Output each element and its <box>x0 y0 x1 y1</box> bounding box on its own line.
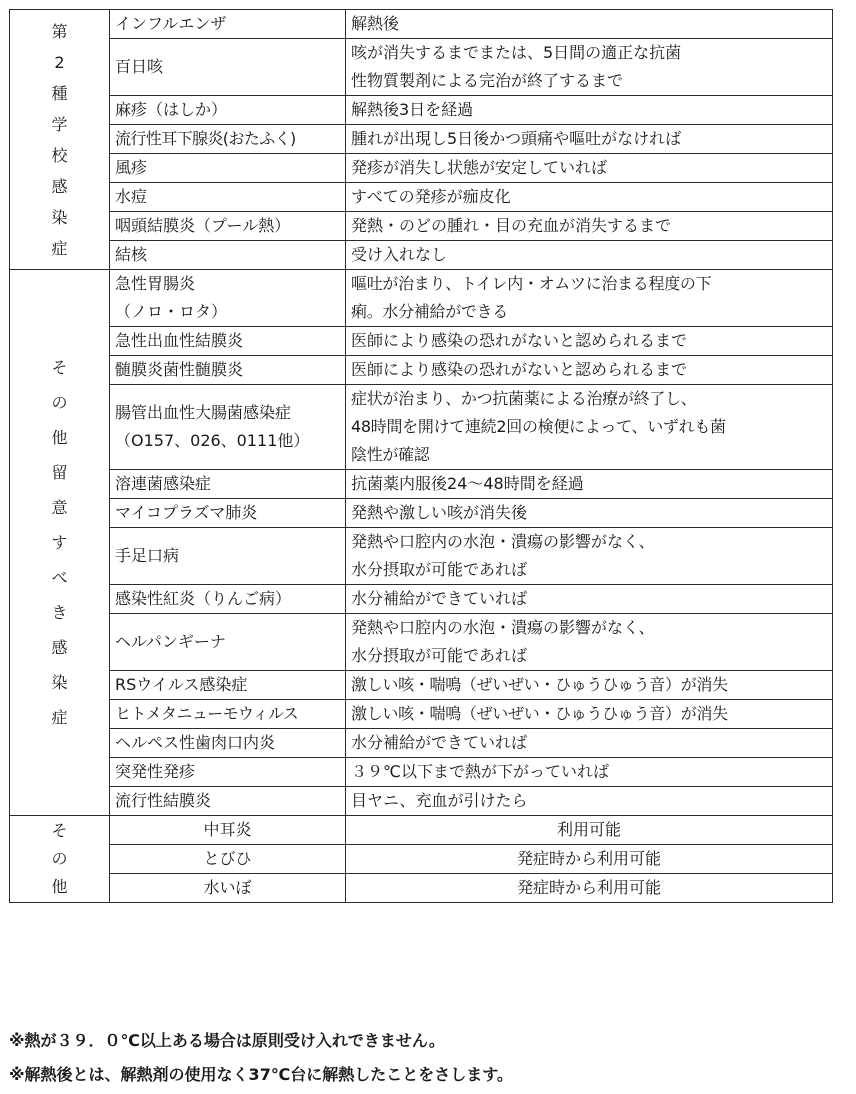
return-condition-line: 48時間を開けて連続2回の検便によって、いずれも菌 <box>351 417 726 436</box>
disease-name-line: 中耳炎 <box>203 820 252 839</box>
disease-name-line: 水いぼ <box>203 878 252 897</box>
return-condition-line: 医師により感染の恐れがないと認められるまで <box>351 331 688 350</box>
category-label-char: 感 <box>51 176 68 196</box>
return-condition-line: 発疹が消失し状態が安定していれば <box>351 158 608 177</box>
return-condition-line: 陰性が確認 <box>351 445 430 464</box>
category-label-char: の <box>51 849 68 868</box>
disease-name-line: 急性出血性結膜炎 <box>115 331 244 350</box>
return-condition-line: 抗菌薬内服後24～48時間を経過 <box>351 474 584 493</box>
return-condition <box>346 729 833 758</box>
disease-name-line: インフルエンザ <box>115 14 227 33</box>
return-condition-line: 痢。水分補給ができる <box>351 302 509 321</box>
category-label-char: 校 <box>51 145 68 165</box>
disease-name <box>110 585 346 614</box>
table-row <box>10 729 833 758</box>
return-condition <box>346 327 833 356</box>
return-condition <box>346 96 833 125</box>
return-condition-line: 性物質製剤による完治が終了するまで <box>351 71 624 90</box>
return-condition-line: 症状が治まり、かつ抗菌薬による治療が終了し、 <box>351 389 697 408</box>
return-condition-line: 水分補給ができていれば <box>351 733 528 752</box>
disease-name <box>110 671 346 700</box>
return-condition-line: 目ヤニ、充血が引けたら <box>351 791 528 810</box>
return-condition <box>346 758 833 787</box>
category-label-char: 症 <box>51 238 68 258</box>
table-row <box>10 10 833 39</box>
disease-name-line: 風疹 <box>115 158 148 177</box>
disease-name-line: ヒトメタニューモウィルス <box>115 704 299 723</box>
return-condition-line: 激しい咳・喘鳴（ぜいぜい・ひゅうひゅう音）が消失 <box>351 675 728 694</box>
category-label-char: 染 <box>51 207 68 227</box>
return-condition <box>346 241 833 270</box>
return-condition-line: 水分摂取が可能であれば <box>351 646 528 665</box>
return-condition <box>346 356 833 385</box>
disease-name <box>110 845 346 874</box>
table-row <box>10 183 833 212</box>
category-label-char: き <box>51 603 68 622</box>
footnote-definition: ※解熱後とは、解熱剤の使用なく37℃台に解熱したことをさします。 <box>9 1065 513 1084</box>
disease-name-line: 結核 <box>115 245 148 264</box>
disease-name-line: 急性胃腸炎 <box>115 274 196 293</box>
category-label-char: 2 <box>54 52 65 72</box>
table-row <box>10 470 833 499</box>
disease-name <box>110 241 346 270</box>
return-condition-line: 受け入れなし <box>351 245 448 264</box>
disease-name-line: 百日咳 <box>115 57 164 76</box>
table-row <box>10 212 833 241</box>
table-row <box>10 758 833 787</box>
disease-name <box>110 183 346 212</box>
category-label-char: す <box>51 533 68 552</box>
return-condition-line: 解熱後 <box>351 14 400 33</box>
disease-name-line: マイコプラズマ肺炎 <box>115 503 258 522</box>
table-row <box>10 845 833 874</box>
footnote-fever: ※熱が３９．０℃以上ある場合は原則受け入れできません。 <box>9 1031 445 1050</box>
return-condition <box>346 528 833 585</box>
return-condition-line: 発症時から利用可能 <box>516 878 661 897</box>
disease-name <box>110 528 346 585</box>
disease-name <box>110 154 346 183</box>
table-row <box>10 270 833 327</box>
table-row <box>10 585 833 614</box>
category-label-char: 学 <box>51 114 68 134</box>
table-row <box>10 125 833 154</box>
disease-name <box>110 96 346 125</box>
return-condition-line: 発熱や口腔内の水泡・潰瘍の影響がなく、 <box>351 532 655 551</box>
table-row <box>10 614 833 671</box>
disease-name-line: 突発性発疹 <box>115 762 196 781</box>
category-label-char: 留 <box>51 463 68 482</box>
disease-name <box>110 816 346 845</box>
disease-name <box>110 356 346 385</box>
disease-name <box>110 787 346 816</box>
return-condition <box>346 845 833 874</box>
return-condition <box>346 385 833 470</box>
disease-name-line: （O157、026、0111他） <box>115 431 310 450</box>
table-body <box>10 10 833 903</box>
return-condition-line: 医師により感染の恐れがないと認められるまで <box>351 360 688 379</box>
return-condition-line: すべての発疹が痂皮化 <box>351 187 511 206</box>
category-label-char: 意 <box>51 498 68 517</box>
table-row <box>10 787 833 816</box>
return-condition <box>346 816 833 845</box>
category-label-char: 第 <box>51 21 68 41</box>
disease-name-line: 流行性耳下腺炎(おたふく) <box>115 129 296 148</box>
category-label <box>10 10 110 270</box>
category-label-char: そ <box>51 358 68 377</box>
return-condition <box>346 700 833 729</box>
return-condition <box>346 183 833 212</box>
table-row <box>10 700 833 729</box>
return-condition <box>346 470 833 499</box>
table-row <box>10 39 833 96</box>
category-label-char: 症 <box>51 708 68 727</box>
category-label-char: 感 <box>51 638 68 657</box>
disease-name <box>110 499 346 528</box>
disease-name <box>110 385 346 470</box>
disease-name <box>110 614 346 671</box>
return-condition-line: 発熱や激しい咳が消失後 <box>351 503 528 522</box>
disease-name-line: 腸管出血性大腸菌感染症 <box>115 403 292 422</box>
table-row <box>10 874 833 903</box>
return-condition-line: 水分摂取が可能であれば <box>351 560 528 579</box>
table-row <box>10 385 833 470</box>
return-condition-line: 発熱や口腔内の水泡・潰瘍の影響がなく、 <box>351 618 655 637</box>
disease-name <box>110 758 346 787</box>
footnotes <box>9 1024 513 1092</box>
disease-name-line: 流行性結膜炎 <box>115 791 212 810</box>
disease-name-line: 手足口病 <box>115 546 180 565</box>
table-row <box>10 671 833 700</box>
table-row <box>10 528 833 585</box>
disease-name-line: とびひ <box>203 849 252 868</box>
category-label-char: 染 <box>51 673 68 692</box>
disease-name-line: 咽頭結膜炎（プール熱） <box>115 216 291 235</box>
disease-name-line: 感染性紅炎（りんご病） <box>115 589 292 608</box>
disease-name <box>110 125 346 154</box>
infection-attendance-table <box>9 9 833 903</box>
return-condition-line: 嘔吐が治まり、トイレ内・オムツに治まる程度の下 <box>351 274 712 293</box>
table-row <box>10 327 833 356</box>
return-condition-line: 解熱後3日を経過 <box>351 100 474 119</box>
return-condition-line: 利用可能 <box>556 820 621 839</box>
disease-name <box>110 10 346 39</box>
return-condition <box>346 125 833 154</box>
category-label-char: 種 <box>51 83 68 103</box>
category-label-char: 他 <box>51 877 68 896</box>
disease-name-line: RSウイルス感染症 <box>115 675 248 694</box>
disease-name-line: 麻疹（はしか） <box>115 100 228 119</box>
category-label-char: の <box>51 393 68 412</box>
disease-name-line: 水痘 <box>115 187 148 206</box>
disease-name <box>110 212 346 241</box>
category-label-char: べ <box>51 568 68 587</box>
disease-name <box>110 700 346 729</box>
table-row <box>10 154 833 183</box>
category-label <box>10 270 110 816</box>
return-condition <box>346 10 833 39</box>
category-label-char: 他 <box>51 428 68 447</box>
disease-name <box>110 39 346 96</box>
disease-name <box>110 729 346 758</box>
disease-name-line: ヘルパンギーナ <box>115 632 226 651</box>
return-condition <box>346 585 833 614</box>
disease-name <box>110 327 346 356</box>
disease-name <box>110 874 346 903</box>
table-row <box>10 499 833 528</box>
table-row <box>10 356 833 385</box>
disease-name <box>110 270 346 327</box>
return-condition-line: 咳が消失するまでまたは、5日間の適正な抗菌 <box>351 43 682 62</box>
return-condition <box>346 499 833 528</box>
return-condition-line: ３９℃以下まで熱が下がっていれば <box>351 762 609 781</box>
return-condition-line: 激しい咳・喘鳴（ぜいぜい・ひゅうひゅう音）が消失 <box>351 704 728 723</box>
disease-name-line: 髄膜炎菌性髄膜炎 <box>115 360 244 379</box>
return-condition-line: 水分補給ができていれば <box>351 589 528 608</box>
return-condition <box>346 154 833 183</box>
table-row <box>10 816 833 845</box>
return-condition <box>346 212 833 241</box>
return-condition-line: 発熱・のどの腫れ・目の充血が消失するまで <box>351 216 672 235</box>
return-condition <box>346 874 833 903</box>
return-condition <box>346 39 833 96</box>
return-condition <box>346 614 833 671</box>
table-row <box>10 96 833 125</box>
return-condition-line: 発症時から利用可能 <box>516 849 661 868</box>
return-condition-line: 腫れが出現し5日後かつ頭痛や嘔吐がなければ <box>351 129 682 148</box>
disease-name-line: ヘルペス性歯肉口内炎 <box>115 733 276 752</box>
return-condition <box>346 787 833 816</box>
category-label <box>10 816 110 903</box>
category-label-char: そ <box>51 821 68 840</box>
disease-name-line: （ノロ・ロタ） <box>115 302 228 321</box>
return-condition <box>346 270 833 327</box>
disease-name <box>110 470 346 499</box>
table-row <box>10 241 833 270</box>
disease-name-line: 溶連菌感染症 <box>115 474 212 493</box>
return-condition <box>346 671 833 700</box>
